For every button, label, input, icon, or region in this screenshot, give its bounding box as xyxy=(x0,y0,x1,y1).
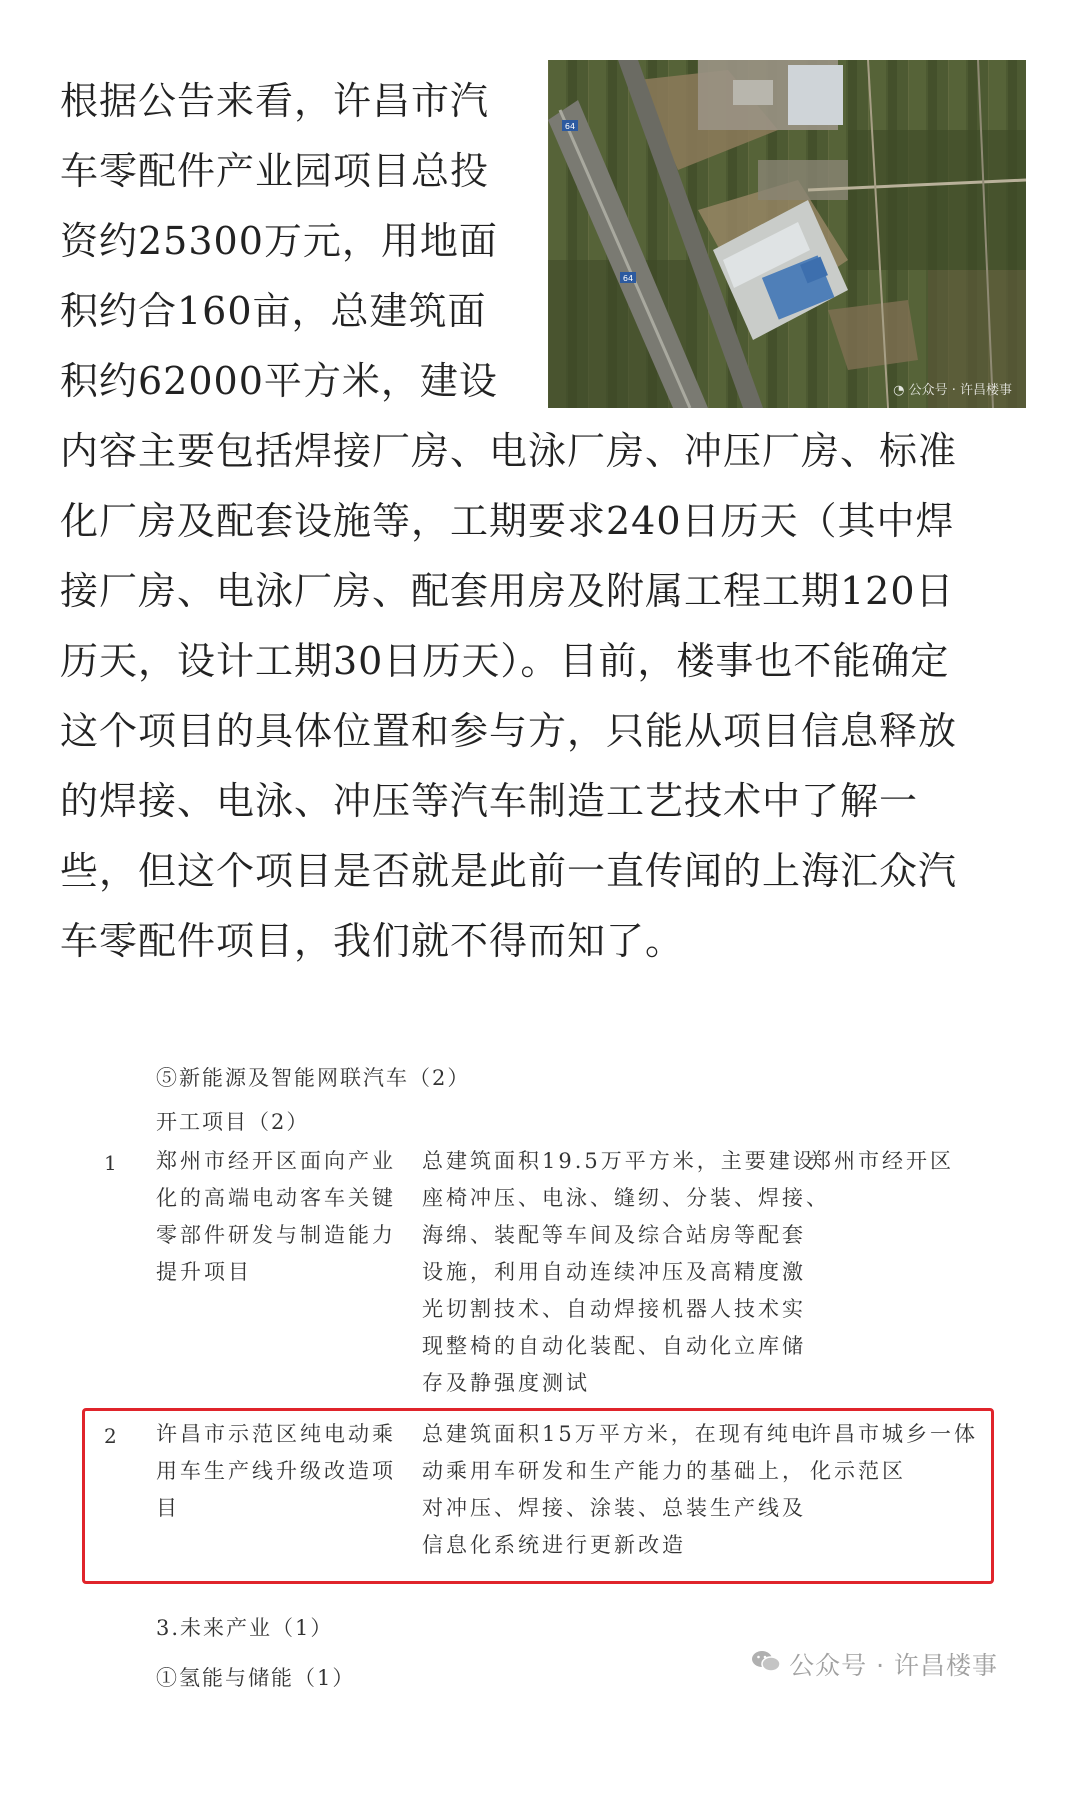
road-label: 64 xyxy=(622,274,634,283)
project-name xyxy=(156,1143,396,1291)
project-location-line: 许昌市城乡一体 xyxy=(810,1422,978,1446)
project-location xyxy=(810,1143,990,1180)
row-number: 1 xyxy=(104,1151,117,1175)
project-name-line: 郑州市经开区面向产业 xyxy=(156,1149,396,1173)
project-location-line: 郑州市经开区 xyxy=(810,1149,954,1173)
article-line: 根据公告来看，许昌市汽 xyxy=(60,79,490,123)
satellite-map-graphic xyxy=(548,60,1026,408)
subsection-heading: 开工项目（2） xyxy=(156,1110,310,1134)
article-line: 积约62000平方米，建设 xyxy=(60,359,498,403)
row-number: 2 xyxy=(104,1424,117,1448)
project-desc-line: 动乘用车研发和生产能力的基础上， xyxy=(422,1459,806,1483)
article-line: 这个项目的具体位置和参与方，只能从项目信息释放 xyxy=(60,709,958,753)
map-watermark-text: 公众号 · 许昌楼事 xyxy=(908,383,1012,398)
project-name-line: 目 xyxy=(156,1496,180,1520)
project-desc-line: 光切割技术、自动焊接机器人技术实 xyxy=(422,1297,806,1321)
article-line: 内容主要包括焊接厂房、电泳厂房、冲压厂房、标准 xyxy=(60,429,958,473)
wechat-icon xyxy=(751,1649,781,1679)
section-heading: ⑤新能源及智能网联汽车（2） xyxy=(156,1066,471,1090)
project-desc-line: 总建筑面积15万平方米，在现有纯电 xyxy=(422,1422,815,1446)
project-desc-line: 设施，利用自动连续冲压及高精度激 xyxy=(422,1260,806,1284)
article-line: 些，但这个项目是否就是此前一直传闻的上海汇众汽 xyxy=(60,849,958,893)
map-watermark xyxy=(893,379,1012,398)
next-subsection-heading: ①氢能与储能（1） xyxy=(156,1666,356,1690)
project-desc-line: 座椅冲压、电泳、缝纫、分装、焊接、 xyxy=(422,1186,830,1210)
wechat-icon: ◔ xyxy=(893,383,905,398)
article-line: 的焊接、电泳、冲压等汽车制造工艺技术中了解一 xyxy=(60,779,919,823)
red-highlight-box xyxy=(82,1408,994,1584)
project-name-line: 提升项目 xyxy=(156,1260,252,1284)
road-label: 64 xyxy=(564,122,576,131)
project-name-line: 用车生产线升级改造项 xyxy=(156,1459,396,1483)
project-desc-line: 信息化系统进行更新改造 xyxy=(422,1533,686,1557)
project-desc-line: 现整椅的自动化装配、自动化立库储 xyxy=(422,1334,806,1358)
project-desc-line: 存及静强度测试 xyxy=(422,1371,590,1395)
project-name-line: 化的高端电动客车关键 xyxy=(156,1186,396,1210)
article-line: 积约合160亩，总建筑面 xyxy=(60,289,487,333)
document-watermark-text: 公众号 · 许昌楼事 xyxy=(789,1651,998,1680)
project-name-line: 零部件研发与制造能力 xyxy=(156,1223,396,1247)
project-description xyxy=(422,1143,830,1402)
article-line: 资约25300万元，用地面 xyxy=(60,219,498,263)
project-desc-line: 总建筑面积19.5万平方米，主要建设 xyxy=(422,1149,817,1173)
article-line: 车零配件项目，我们就不得而知了。 xyxy=(60,919,685,963)
project-desc-line: 海绵、装配等车间及综合站房等配套 xyxy=(422,1223,806,1247)
project-location-line: 化示范区 xyxy=(810,1459,906,1483)
project-desc-line: 对冲压、焊接、涂装、总装生产线及 xyxy=(422,1496,806,1520)
project-name-line: 许昌市示范区纯电动乘 xyxy=(156,1422,396,1446)
article-line: 接厂房、电泳厂房、配套用房及附属工程工期120日 xyxy=(60,569,955,613)
next-section-heading: 3.未来产业（1） xyxy=(156,1616,334,1640)
article-line: 历天，设计工期30日历天）。目前，楼事也不能确定 xyxy=(60,639,950,683)
satellite-image[interactable] xyxy=(548,60,1026,408)
document-watermark xyxy=(751,1646,998,1682)
article-line: 车零配件产业园项目总投 xyxy=(60,149,490,193)
article-line: 化厂房及配套设施等，工期要求240日历天（其中焊 xyxy=(60,499,955,543)
